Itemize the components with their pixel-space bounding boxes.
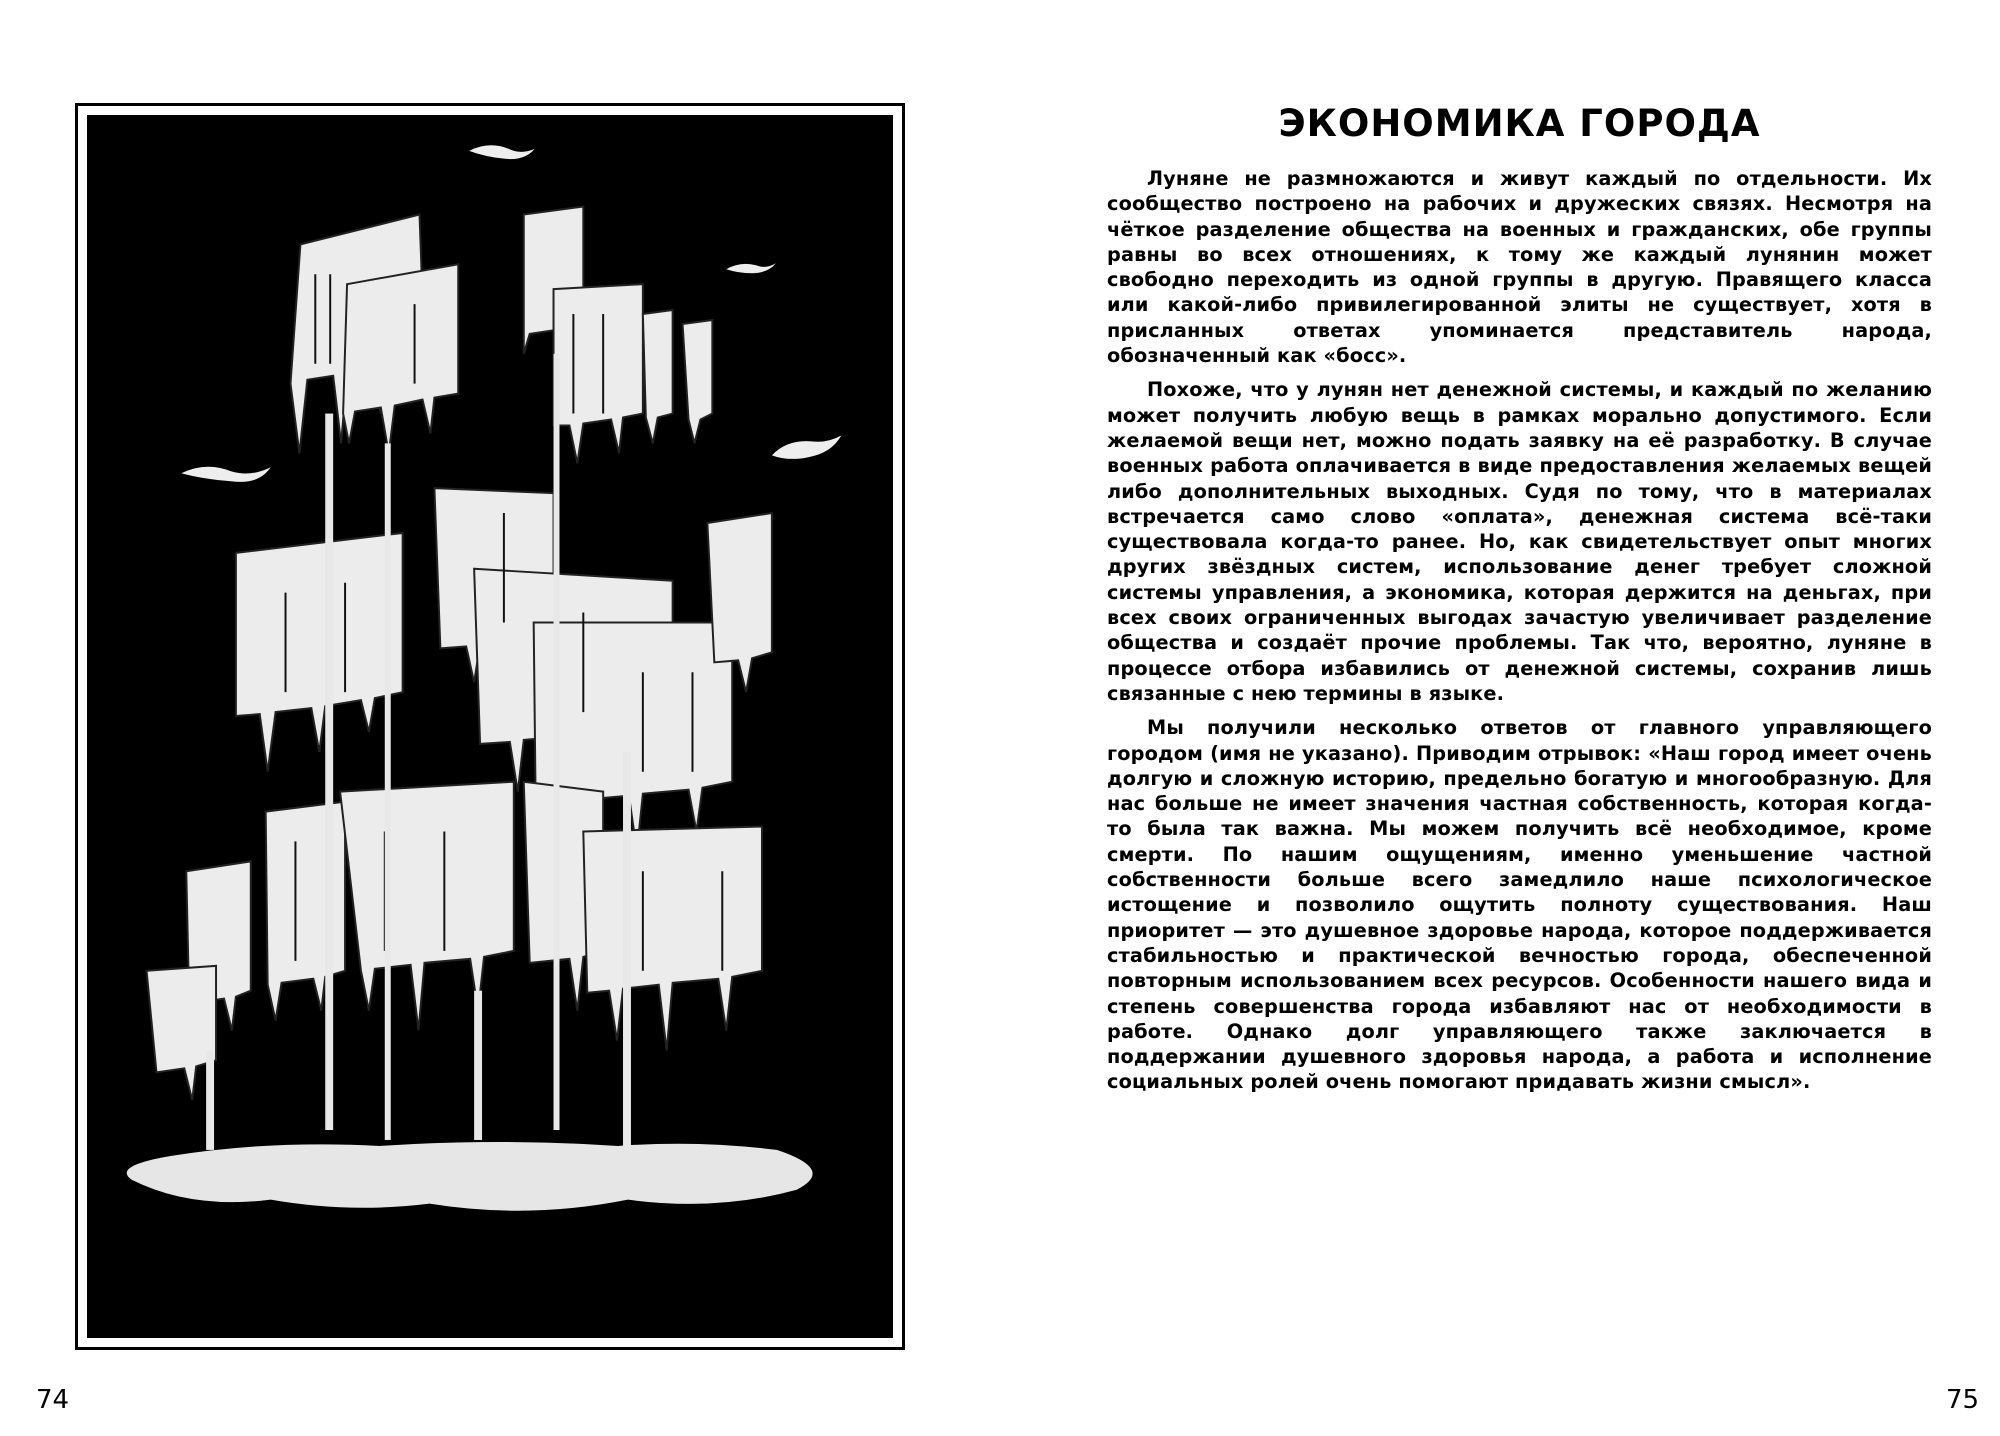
illustration-frame bbox=[75, 103, 905, 1350]
page-number-right: 75 bbox=[1946, 1385, 1980, 1415]
paragraph-3: Мы получили несколько ответов от главного управляющего городом (имя не указано). Приводим отрывок: «Наш город имеет очень долгую и сложную историю, предельно богатую и многообразную. Для нас больше не имеет значения частная собственность, которая когда-то была так важна. Мы можем получить всё необходимое, кроме смерти. По нашим ощущениям, именно уменьшение частной собственности больше всего замедлило наше психологическое истощение и позволило ощутить полноту существования. Наш приоритет — это душевное здоровье народа, которое поддерживается стабильностью и практической вечностью города, обеспеченной повторным использованием всех ресурсов. Особенности нашего вида и степень совершенства города избавляют нас от необходимости в работе. Однако долг управляющего также заключается в поддержании душевного здоровья народа, а работа и исполнение социальных ролей очень помогают придавать жизни смысл». bbox=[1107, 716, 1932, 1094]
moon-city-buildings-illustration-icon bbox=[87, 115, 893, 1338]
paragraph-1: Луняне не размножаются и живут каждый по отдельности. Их сообщество построено на рабочих и дружеских связях. Несмотря на чёткое разделение общества на военных и гражданских, обе группы равны во всех отношениях, к тому же каждый лунянин может свободно переходить из одной группы в другую. Правящего класса или какой-либо привилегированной элиты не существует, хотя в присланных ответах упоминается представитель народа, обозначенный как «босс». bbox=[1107, 167, 1932, 368]
page-number-left: 74 bbox=[36, 1385, 70, 1415]
page-title: ЭКОНОМИКА ГОРОДА bbox=[1278, 102, 1761, 145]
paragraph-2: Похоже, что у лунян нет денежной системы, и каждый по желанию может получить любую вещь в рамках морально допустимого. Если желаемой вещи нет, можно подать заявку на её разработку. В случае военных работа оплачивается в виде предоставления желаемых вещей либо дополнительных выходных. Судя по тому, что в материалах встречается само слово «оплата», денежная система всё-таки существовала когда-то ранее. Но, как свидетельствует опыт многих других звёздных систем, использование денег требует сложной системы управления, а экономика, которая держится на деньгах, при всех своих ограниченных выгодах зачастую увеличивает разделение общества и создаёт прочие проблемы. Так что, вероятно, луняне в процессе отбора избавились от денежной системы, сохранив лишь связанные с нею термины в языке. bbox=[1107, 378, 1932, 705]
moon-city-illustration bbox=[85, 113, 895, 1340]
article bbox=[1107, 96, 1932, 1104]
